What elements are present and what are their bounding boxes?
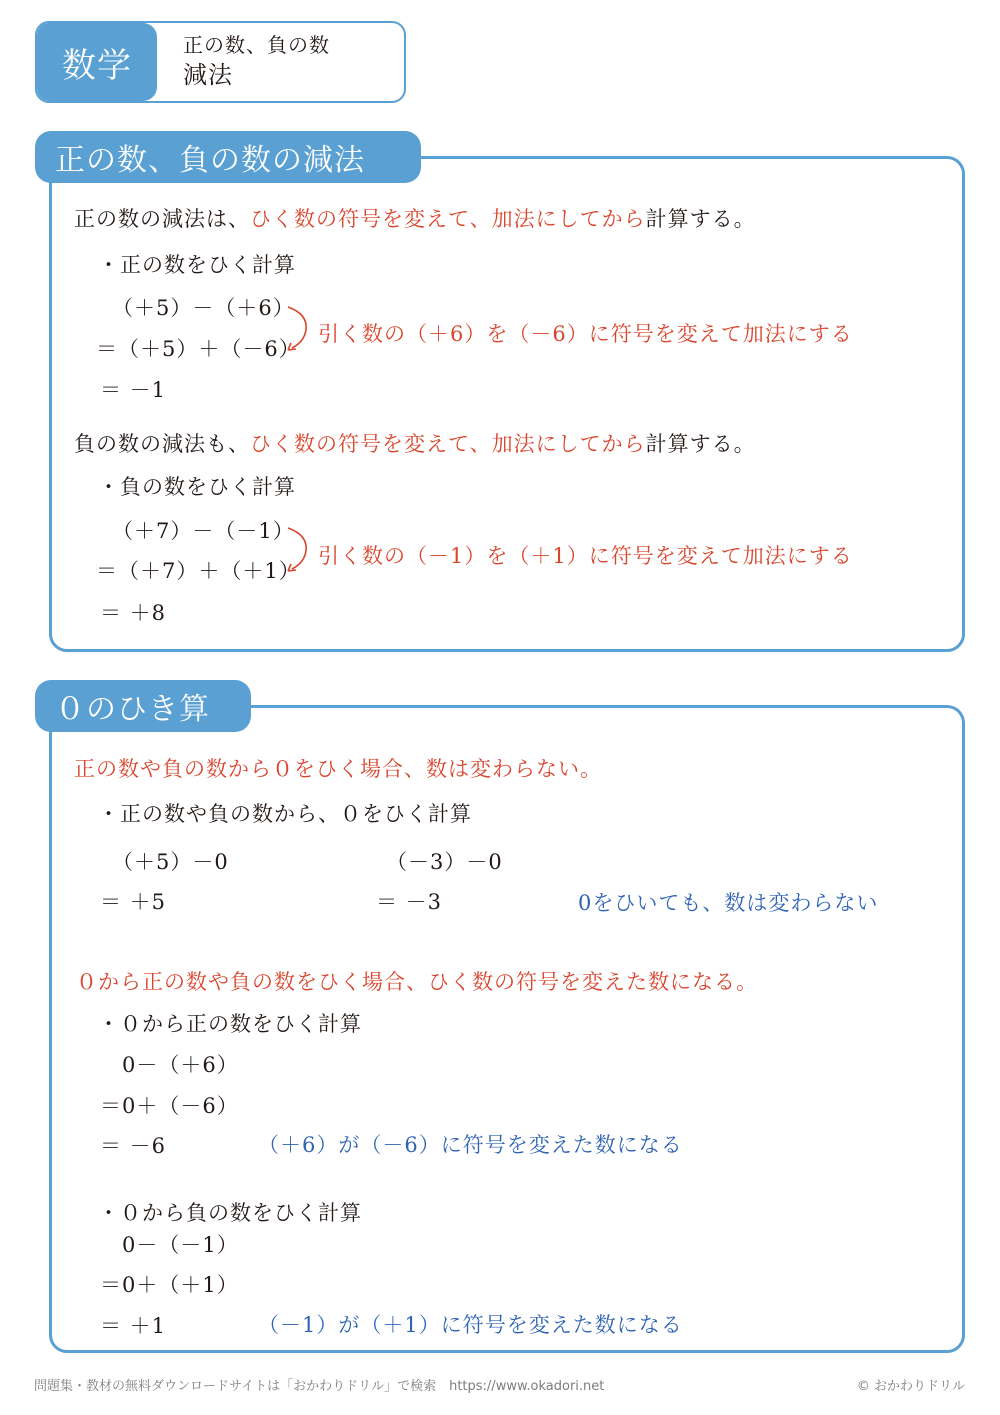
section2-rule2: ０から正の数や負の数をひく場合、ひく数の符号を変えた数になる。: [76, 970, 758, 994]
example1-line2: ＝（＋5）＋（－6）: [96, 337, 301, 361]
zero-example1-b-line1: （－3）－0: [386, 850, 503, 874]
example2-line3: ＝ ＋8: [100, 601, 167, 625]
topic-line2: 減法: [183, 61, 233, 89]
zero-example1-note: 0をひいても、数は変わらない: [578, 891, 879, 915]
zero-example3-line1: 0－（－1）: [122, 1233, 239, 1257]
example1-note: 引く数の（＋6）を（－6）に符号を変えて加法にする: [318, 322, 853, 346]
rule1-highlight: ひく数の符号を変えて、加法にしてから: [250, 207, 646, 231]
rule2-highlight: ひく数の符号を変えて、加法にしてから: [250, 432, 646, 456]
zero-example2-line3: ＝ －6: [100, 1134, 167, 1158]
zero-example3-note: （－1）が（＋1）に符号を変えた数になる: [258, 1313, 683, 1337]
zero-example1-a-line2: ＝ ＋5: [100, 890, 167, 914]
footer-copyright: © おかわりドリル: [856, 1379, 965, 1394]
zero-example1-a-line1: （＋5）－0: [112, 850, 229, 874]
rule2-suffix: 計算する。: [645, 432, 756, 456]
zero-example3-heading: ・０から負の数をひく計算: [98, 1201, 362, 1225]
zero-example2-heading: ・０から正の数をひく計算: [98, 1012, 362, 1036]
zero-example3-line3: ＝ ＋1: [100, 1314, 167, 1338]
example2-line1: （＋7）－（－1）: [112, 519, 295, 543]
zero-example2-note: （＋6）が（－6）に符号を変えた数になる: [258, 1133, 683, 1157]
example2-heading: ・負の数をひく計算: [98, 475, 296, 499]
section2-title: ０のひき算: [35, 680, 251, 732]
zero-example1-b-line2: ＝ －3: [376, 890, 443, 914]
topic-line1: 正の数、負の数: [183, 33, 330, 57]
example2-line2: ＝（＋7）＋（＋1）: [96, 559, 301, 583]
example1-heading: ・正の数をひく計算: [98, 253, 296, 277]
section1-rule2: [74, 428, 756, 458]
zero-example1-heading: ・正の数や負の数から、０をひく計算: [98, 802, 472, 826]
subject-label: 数学: [37, 23, 157, 101]
zero-example2-line1: 0－（＋6）: [122, 1053, 239, 1077]
rule2-prefix: 負の数の減法も、: [74, 432, 250, 456]
curved-arrow-icon: [284, 304, 314, 354]
rule1-prefix: 正の数の減法は、: [74, 207, 250, 231]
example2-note: 引く数の（－1）を（＋1）に符号を変えて加法にする: [318, 544, 853, 568]
example1-line3: ＝ －1: [100, 378, 167, 402]
section1-rule1: [74, 203, 756, 233]
footer-site-text: 問題集・教材の無料ダウンロードサイトは「おかわりドリル」で検索 https://www.okadori.net: [34, 1379, 605, 1394]
topic-title: [183, 31, 330, 91]
header-box: [35, 21, 406, 103]
section1-title: 正の数、負の数の減法: [35, 131, 421, 183]
zero-example3-line2: ＝0＋（＋1）: [100, 1273, 239, 1297]
rule1-suffix: 計算する。: [645, 207, 756, 231]
example1-line1: （＋5）－（＋6）: [112, 296, 295, 320]
curved-arrow-icon: [284, 525, 314, 575]
section2-rule1: 正の数や負の数から０をひく場合、数は変わらない。: [74, 757, 602, 781]
zero-example2-line2: ＝0＋（－6）: [100, 1094, 239, 1118]
